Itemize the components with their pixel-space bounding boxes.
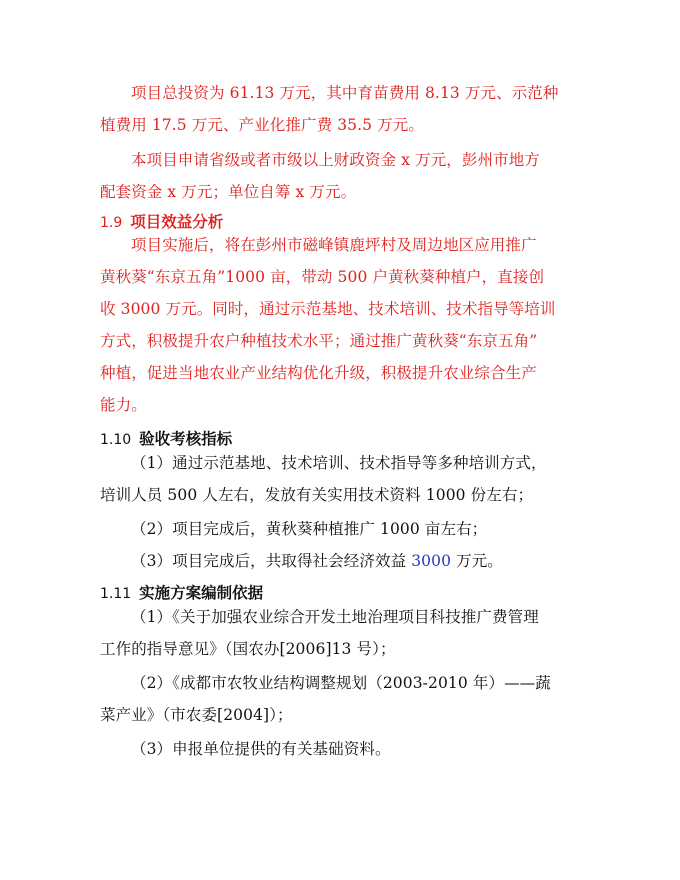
text-line: 方式，积极提升农户种植技术水平；通过推广黄秋葵“东京五角” [100,332,538,350]
text-line: （1）《关于加强农业综合开发土地治理项目科技推广费管理 [131,608,539,626]
basis-item-3 [100,733,580,765]
section-title: 项目效益分析 [130,213,224,231]
text-line: （3）申报单位提供的有关基础资料。 [131,740,391,758]
text-line [100,545,580,577]
text-line: 植费用 17.5 万元、产业化推广费 35.5 万元。 [100,116,424,134]
text-line: 收 3000 万元。同时，通过示范基地、技术培训、技术指导等培训 [100,300,556,318]
text-line: 工作的指导意见》（国农办[2006]13 号）； [100,640,396,658]
text-line: （1）通过示范基地、技术培训、技术指导等多种培训方式， [131,454,547,472]
text-line: 种植，促进当地农业产业结构优化升级，积极提升农业综合生产 [100,364,537,382]
text-line: 能力。 [100,396,147,414]
section-number: 1.9 [100,215,123,231]
indicator-item-2 [100,513,580,545]
text-line: 培训人员 500 人左右，发放有关实用技术资料 1000 份左右； [100,486,534,504]
section-title: 验收考核指标 [139,430,233,448]
text-line: 本项目申请省级或者市级以上财政资金 x 万元，彭州市地方 [131,151,540,169]
benefit-paragraph [100,229,580,421]
investment-paragraph [100,77,580,141]
text-line: 配套资金 x 万元；单位自筹 x 万元。 [100,183,357,201]
basis-item-2 [100,667,580,731]
text-line: 菜产业》（市农委[2004]）； [100,706,293,724]
indicator-item-3 [100,545,580,577]
section-title: 实施方案编制依据 [139,584,264,602]
funding-paragraph [100,144,580,208]
text-fragment: （3）项目完成后，共取得社会经济效益 [131,552,412,570]
text-line: （2）《成都市农牧业结构调整规划（2003-2010 年）——蔬 [131,674,551,692]
basis-item-1 [100,601,580,665]
section-number: 1.10 [100,432,132,448]
text-line: 项目实施后，将在彭州市磁峰镇鹿坪村及周边地区应用推广 [131,236,537,254]
text-line: （2）项目完成后，黄秋葵种植推广 1000 亩左右； [131,520,488,538]
section-number: 1.11 [100,586,132,602]
text-fragment: 万元。 [451,552,503,570]
benefit-value: 3000 [411,552,452,570]
text-line: 项目总投资为 61.13 万元，其中育苗费用 8.13 万元、示范种 [131,84,559,102]
text-line: 黄秋葵“东京五角”1000 亩，带动 500 户黄秋葵种植户，直接创 [100,268,545,286]
indicator-item-1 [100,447,580,511]
